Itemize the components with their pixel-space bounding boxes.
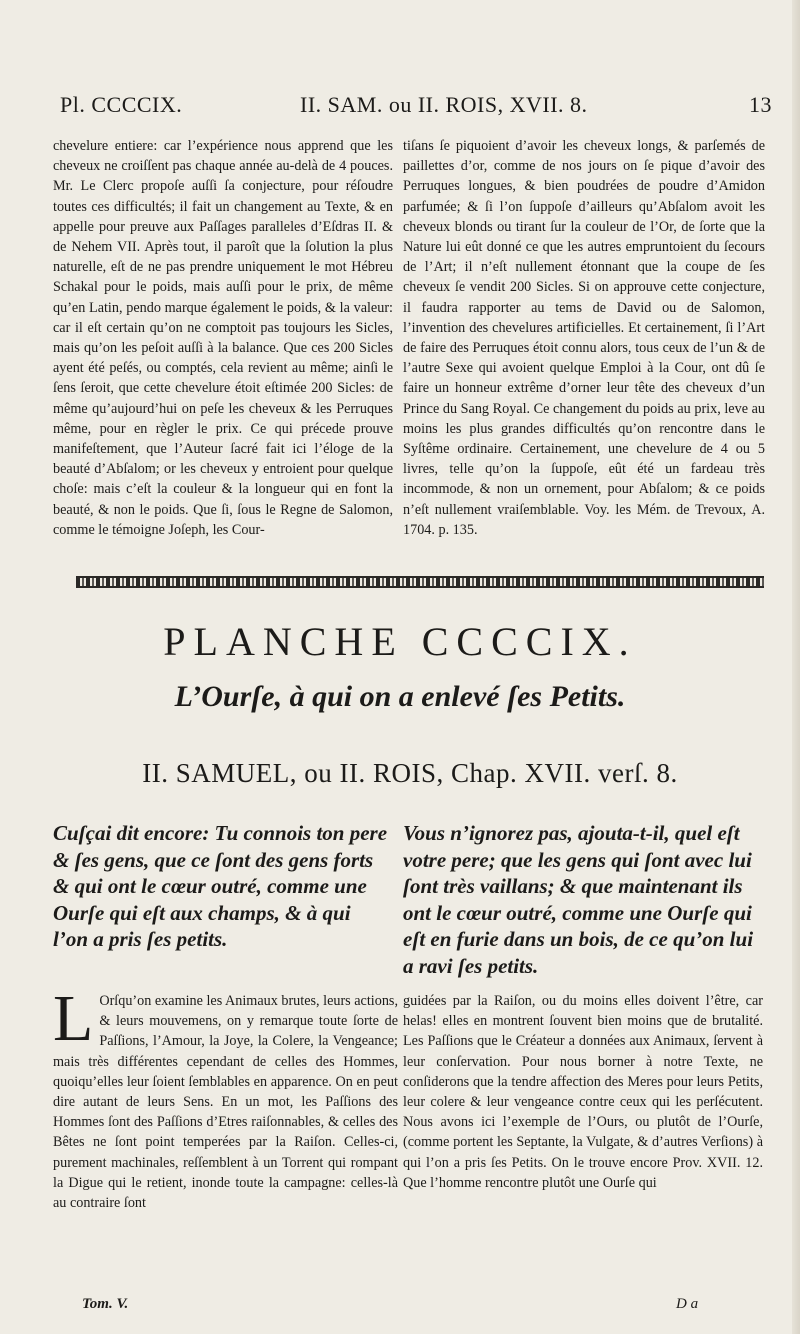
essay-text-left: Orſqu’on examine les Animaux brutes, leurs actions, & leurs mouvemens, on y remarque toute ſorte de Paſſions, l’Amour, la Joye, la Colere, la Vengeance; mais très différentes cependant de celles des Hommes, quoiqu’elles leur ſoient ſemblables en apparence. On en peut dire autant de leurs Sens. En un mot, les Paſſions des Hommes ſont des Paſſions d’Etres raiſonnables, & celles des Bêtes ne ſont point temperées par la Raiſon. Celles-ci, purement machinales, reſſemblent à un Torrent qui rompant la Digue qui le retient, inonde toute la campagne: celles-là au contraire ſont: [53, 993, 398, 1212]
verse-text-right: Vous n’ignorez pas, ajouta-t-il, quel eſt votre pere; que les gens qui ſont avec lui ſont très vaillans; & que maintenant ils ont le cœur outré, comme une Ourſe qui eſt en furie dans un bois, de ce qu’on lui a ravi ſes petits.: [403, 821, 754, 978]
planche-subtitle: L’Ourſe, à qui on a enlevé ſes Petits.: [174, 680, 626, 713]
commentary-text-left: chevelure entiere: car l’expérience nous apprend que les cheveux ne croiſſent pas chaque année au-delà de 4 pouces. Mr. Le Clerc propoſe auſſi ſa conjecture, pour réſoudre toutes ces difficultés; il fait un changement au Texte, & en appelle pour preuve aux Paſſages paralleles d’Eſdras II. & de Nehem VII. Après tout, il paroît que la ſolution la plus naturelle, eſt de ne pas prendre uniquement le mot Hébreu Schakal pour le poids, mais auſſi pour le prix, de même qu’en Latin, pendo marque également le poids, & la valeur: car il eſt certain qu’on ne comptoit pas toujours les Sicles, mais qu’on les peſoit auſſi à la balance. Que ces 200 Sicles ayent été peſés, ou comptés, cela revient au même; ainſi le ſens ſeroit, que cette chevelure étoit eſtimée 200 Sicles: de même qu’aujourd’hui on peſe les cheveux & les Perruques même, pour en règler le prix. Ce qui précede prouve manifeſtement, que l’Auteur ſacré fait ici l’éloge de la beauté d’Abſalom; or les cheveux y entroient pour quelque choſe: mais c’eſt la couleur & la longueur qui en font la beauté, & non le poids. Que ſi, ſous le Regne de Salomon, comme le témoigne Joſeph, les Cour-: [53, 138, 393, 538]
running-header: [60, 92, 772, 128]
ornamental-divider: [76, 576, 764, 588]
commentary-text-right: tiſans ſe piquoient d’avoir les cheveux longs, & parſemés de paillettes d’or, comme de nos jours on ſe pique d’avoir des Perruques longues, & bien poudrées de poudre d’Amidon parfumée; & ſi l’on ſuppoſe d’ailleurs qu’Abſalom avoit les cheveux blonds ou tirant ſur la couleur de l’Or, de ſorte que la Nature lui eût donné ce que les autres empruntoient du ſecours de l’Art; il n’eſt nullement étonnant que la coupe de ſes cheveux ſe vendit 200 Sicles. Si on approuve cette conjecture, il faudra rapporter au tems de David ou de Salomon, l’invention des chevelures artificielles. Et certainement, ſi l’Art de faire des Perruques étoit connu alors, tous ceux de l’un & de l’autre Sexe qui avoient quelque Emploi à la Cour, ont dû ſe faire un honneur extrême d’orner leur tête des cheveux d’un Prince du Sang Royal. Ce changement du poids au prix, leve au moins les plus grandes difficultés qu’on rencontre dans le Syſtême ordinaire. Certainement, une chevelure de 4 ou 5 livres, telle qu’on la ſuppoſe, eût été un fardeau très incommode, & non un ornement, pour Abſalom; & ce poids n’eſt nullement vraiſemblable. Voy. les Mém. de Trevoux, A. 1704. p. 135.: [403, 138, 765, 538]
book-reference: II. SAM. ou II. ROIS, XVII. 8.: [300, 92, 588, 117]
volume-signature: Tom. V.: [82, 1296, 129, 1312]
verse-text-left: Cuſçai dit encore: Tu connois ton pere & ſes gens, que ce ſont des gens forts & qui ont le cœur outré, comme une Ourſe qui eſt aux champs, & à qui l’on a pris ſes petits.: [53, 821, 388, 951]
commentary-column-right: [403, 136, 765, 540]
commentary-column-left: [53, 136, 393, 540]
page-edge-shadow: [792, 0, 800, 1334]
planche-title: PLANCHE CCCCIX.: [163, 619, 637, 664]
drop-cap: L: [53, 982, 94, 1055]
chapter-heading: II. SAMUEL, ou II. ROIS, Chap. XVII. verſ. 8.: [142, 758, 678, 788]
plate-number: Pl. CCCCIX.: [60, 92, 183, 117]
gathering-signature: D a: [676, 1296, 699, 1312]
essay-column-right: [403, 991, 763, 1193]
essay-column-left: [53, 982, 398, 1213]
page-number: 13: [749, 92, 772, 117]
essay-text-right: guidées par la Raiſon, ou du moins elles doivent l’être, car helas! elles en montrent ſouvent bien moins que de brutalité. Les Paſſions que le Créateur a données aux Animaux, ſervent à leur conſervation. Pour nous borner à notre Texte, ne conſiderons que la tendre affection des Meres pour leurs Petits, leur colere & leur vengeance contre ceux qui les perſécutent. Nous avons ici l’exemple de l’Ours, ou plutôt de l’Ourſe, (comme portent les Septante, la Vulgate, & d’autres Verſions) à qui l’on a pris ſes Petits. On le trouve encore Prov. XVII. 12. Que l’homme rencontre plutôt une Ourſe qui: [403, 993, 763, 1191]
